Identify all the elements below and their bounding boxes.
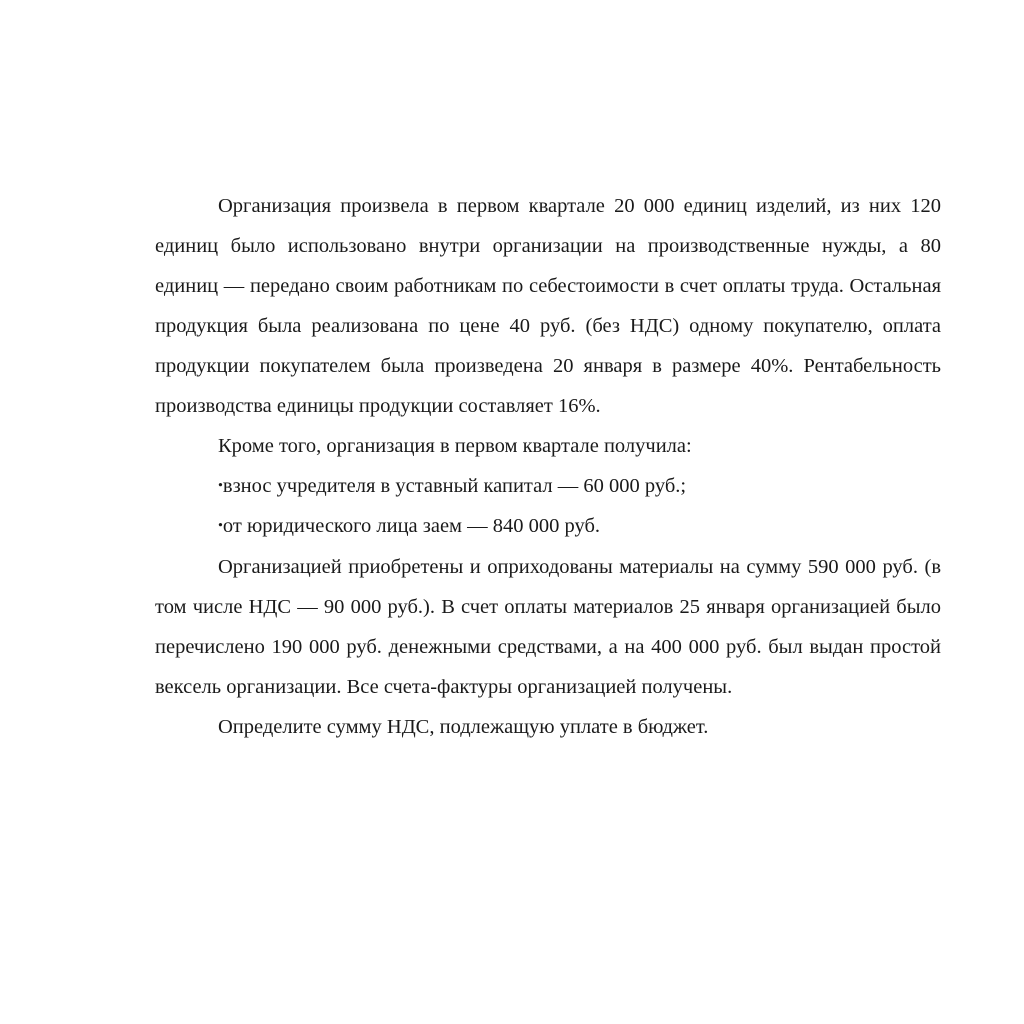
list-item-label: от юридического лица заем — 840 000 руб. <box>222 515 601 538</box>
paragraph-production-summary: Организация произвела в первом квартале 20 000 единиц изделий, из них 120 единиц было использовано внутри организации на производственные нужды, а 80 единиц — передано своим работникам по себестоимости в счет оплаты труда. Остальная продукция была реализована по цене 40 руб. (без НДС) одному покупателю, оплата продукции покупателем была произведена 20 января в размере 40%. Рентабельность производства единицы продукции составляет 16%. <box>155 195 941 417</box>
list-item-legal-entity-loan <box>155 506 941 546</box>
bullet-icon: • <box>218 478 223 494</box>
paragraph-additional-receipts-intro: Кроме того, организация в первом квартале получила: <box>218 435 692 457</box>
document-text-body <box>155 186 941 747</box>
bullet-icon: • <box>218 518 223 534</box>
paragraph-task-question: Определите сумму НДС, подлежащую уплате в бюджет. <box>218 715 709 738</box>
list-item-founder-contribution <box>155 466 941 506</box>
list-item-label: взнос учредителя в уставный капитал — 60 000 руб.; <box>222 475 687 497</box>
paragraph-materials-purchase: Организацией приобретены и оприходованы материалы на сумму 590 000 руб. (в том числе НДС — 90 000 руб.). В счет оплаты материалов 25 января организацией было перечислено 190 000 руб. денежными средствами, а на 400 000 руб. был выдан простой вексель организации. Все счета-фактуры организацией получены. <box>155 555 941 698</box>
